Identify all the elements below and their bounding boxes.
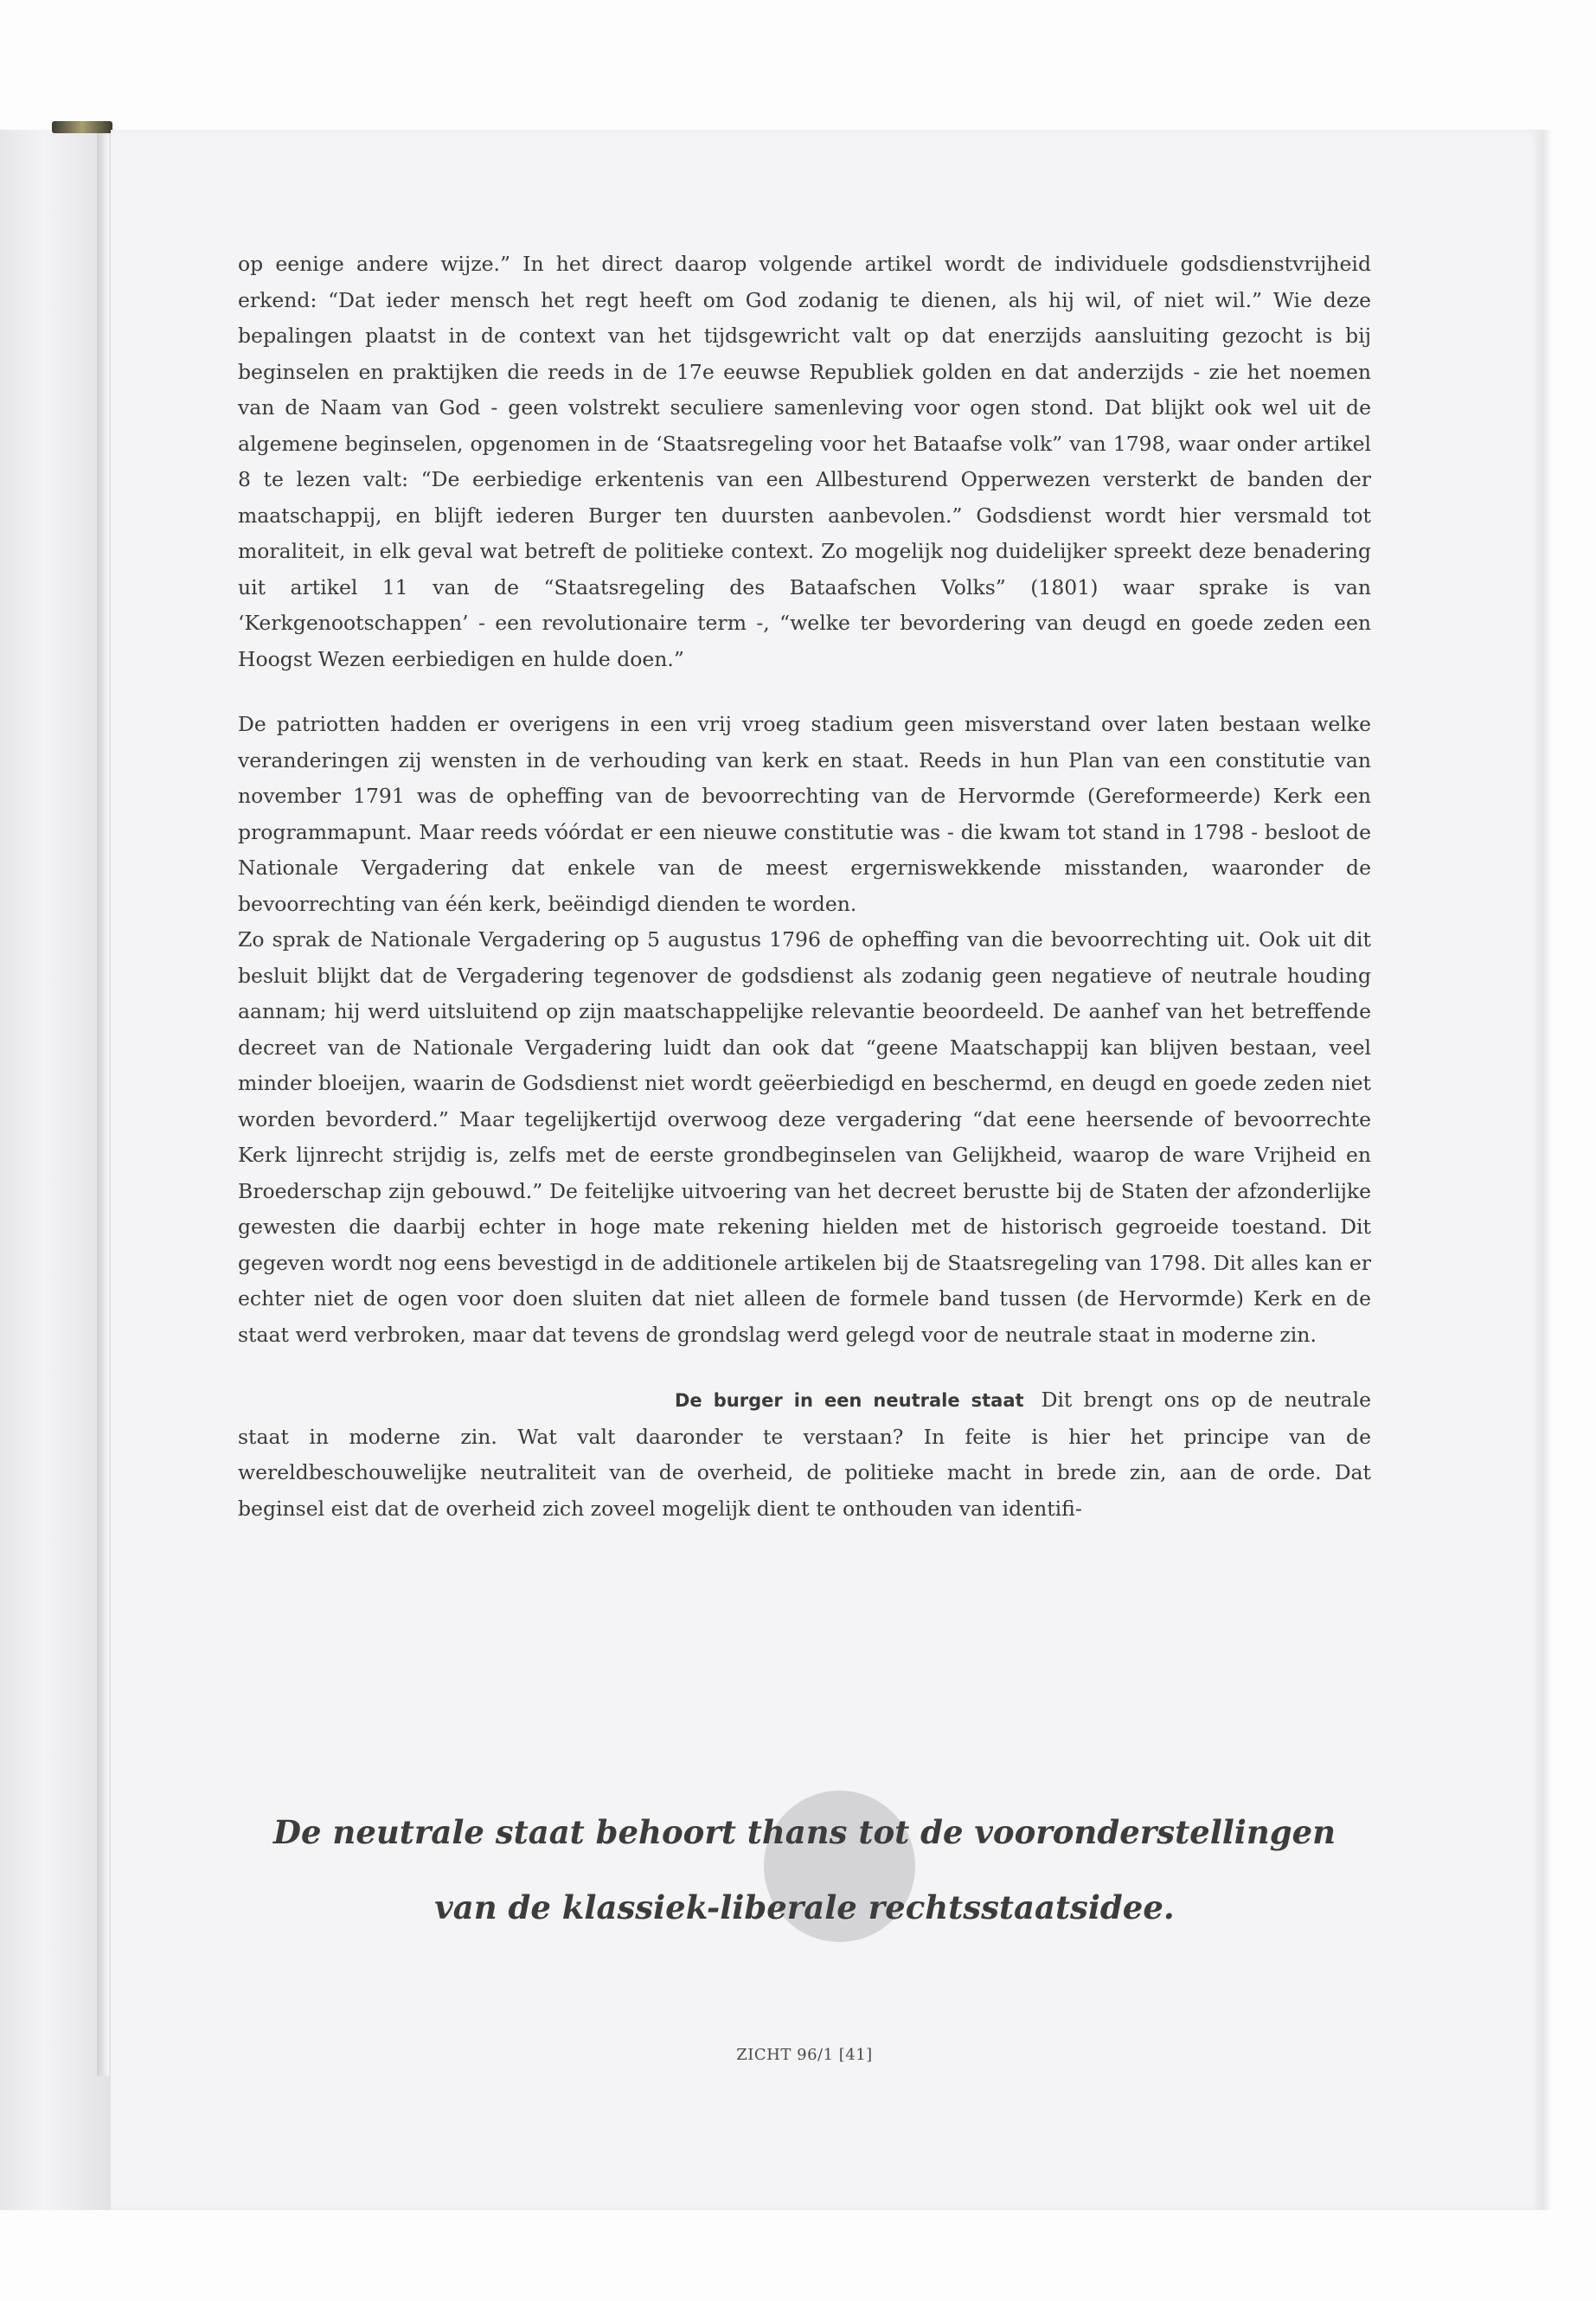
paragraph-4-body: Dit brengt ons op de neutrale staat in moderne zin. Wat valt daaronder te verstaan? In feite is hier het principe van de wereldbeschouwelijke neutraliteit van de overheid, de politieke macht in brede zin, aan de orde. Dat beginsel eist dat de overheid zich zoveel mogelijk dient te onthouden van identifi- [238,1388,1371,1521]
paragraph-1: op eenige andere wijze.” In het direct daarop volgende artikel wordt de individuele godsdienstvrijheid erkend: “Dat ieder mensch het regt heeft om God zodanig te dienen, als hij wil, of niet wil.” Wie deze bepalingen plaatst in de context van het tijdsgewricht valt op dat enerzijds aansluiting gezocht is bij beginselen en praktijken die reeds in de 17e eeuwse Republiek golden en dat anderzijds - zie het noemen van de Naam van God - geen volstrekt seculiere samenleving voor ogen stond. Dat blijkt ook wel uit de algemene beginselen, opgenomen in de ‘Staatsregeling voor het Bataafse volk” van 1798, waar onder artikel 8 te lezen valt: “De eerbiedige erkentenis van een Allbesturend Opperwezen versterkt de banden der maatschappij, en blijft iederen Burger ten duursten aanbevolen.” Godsdienst wordt hier versmald tot moraliteit, in elk geval wat betreft de politieke context. Zo mogelijk nog duidelijker spreekt deze benadering uit artikel 11 van de “Staatsregeling des Bataafschen Volks” (1801) waar sprake is van ‘Kerkgenootschappen’ - een revolutionaire term -, “welke ter bevordering van deugd en goede zeden een Hoogst Wezen eerbiedigen en hulde doen.” [238,252,1371,671]
spine-edge [97,130,109,2076]
spine-cap [52,121,112,133]
section-heading: De burger in een neutrale staat [675,1390,1024,1411]
pull-quote-line-2: van de klassiek-liberale rechtsstaatsidee. [434,1888,1175,1926]
page-right-edge [1542,130,1553,2210]
book-page [111,130,1542,2210]
page-footer: ZICHT 96/1 [41] [736,2046,873,2064]
pull-quote [238,1795,1371,1945]
pull-quote-line-1: De neutrale staat behoort thans tot de vooronderstellingen [272,1813,1336,1851]
book-spine [0,130,112,2210]
paragraph-4 [238,1382,1371,1527]
paragraph-3: Zo sprak de Nationale Vergadering op 5 augustus 1796 de opheffing van die bevoorrechting uit. Ook uit dit besluit blijkt dat de Vergadering tegenover de godsdienst als zodanig geen negatieve of neutrale houding aannam; hij werd uitsluitend op zijn maatschappelijke relevantie beoordeeld. De aanhef van het betreffende decreet van de Nationale Vergadering luidt dan ook dat “geene Maatschappij kan blijven bestaan, veel minder bloeijen, waarin de Godsdienst niet wordt geëerbiedigd en beschermd, en deugd en goede zeden niet worden bevorderd.” Maar tegelijkertijd overwoog deze vergadering “dat eene heersende of bevoorrechte Kerk lijnrecht strijdig is, zelfs met de eerste grondbeginselen van Gelijkheid, waarop de ware Vrijheid en Broederschap zijn gebouwd.” De feitelijke uitvoering van het decreet berustte bij de Staten der afzonderlijke gewesten die daarbij echter in hoge mate rekening hielden met de historisch gegroeide toestand. Dit gegeven wordt nog eens bevestigd in de additionele artikelen bij de Staatsregeling van 1798. Dit alles kan er echter niet de ogen voor doen sluiten dat niet alleen de formele band tussen (de Hervormde) Kerk en de staat werd verbroken, maar dat tevens de grondslag werd gelegd voor de neutrale staat in moderne zin. [238,927,1371,1347]
paragraph-2: De patriotten hadden er overigens in een vrij vroeg stadium geen misverstand over laten bestaan welke veranderingen zij wensten in de verhouding van kerk en staat. Reeds in hun Plan van een constitutie van november 1791 was de opheffing van de bevoorrechting van de Hervormde (Gereformeerde) Kerk een programmapunt. Maar reeds vóórdat er een nieuwe constitutie was - die kwam tot stand in 1798 - besloot de Nationale Vergadering dat enkele van de meest ergerniswekkende misstanden, waaronder de bevoorrechting van één kerk, beëindigd dienden te worden. [238,712,1371,916]
body-text [238,247,1371,1527]
